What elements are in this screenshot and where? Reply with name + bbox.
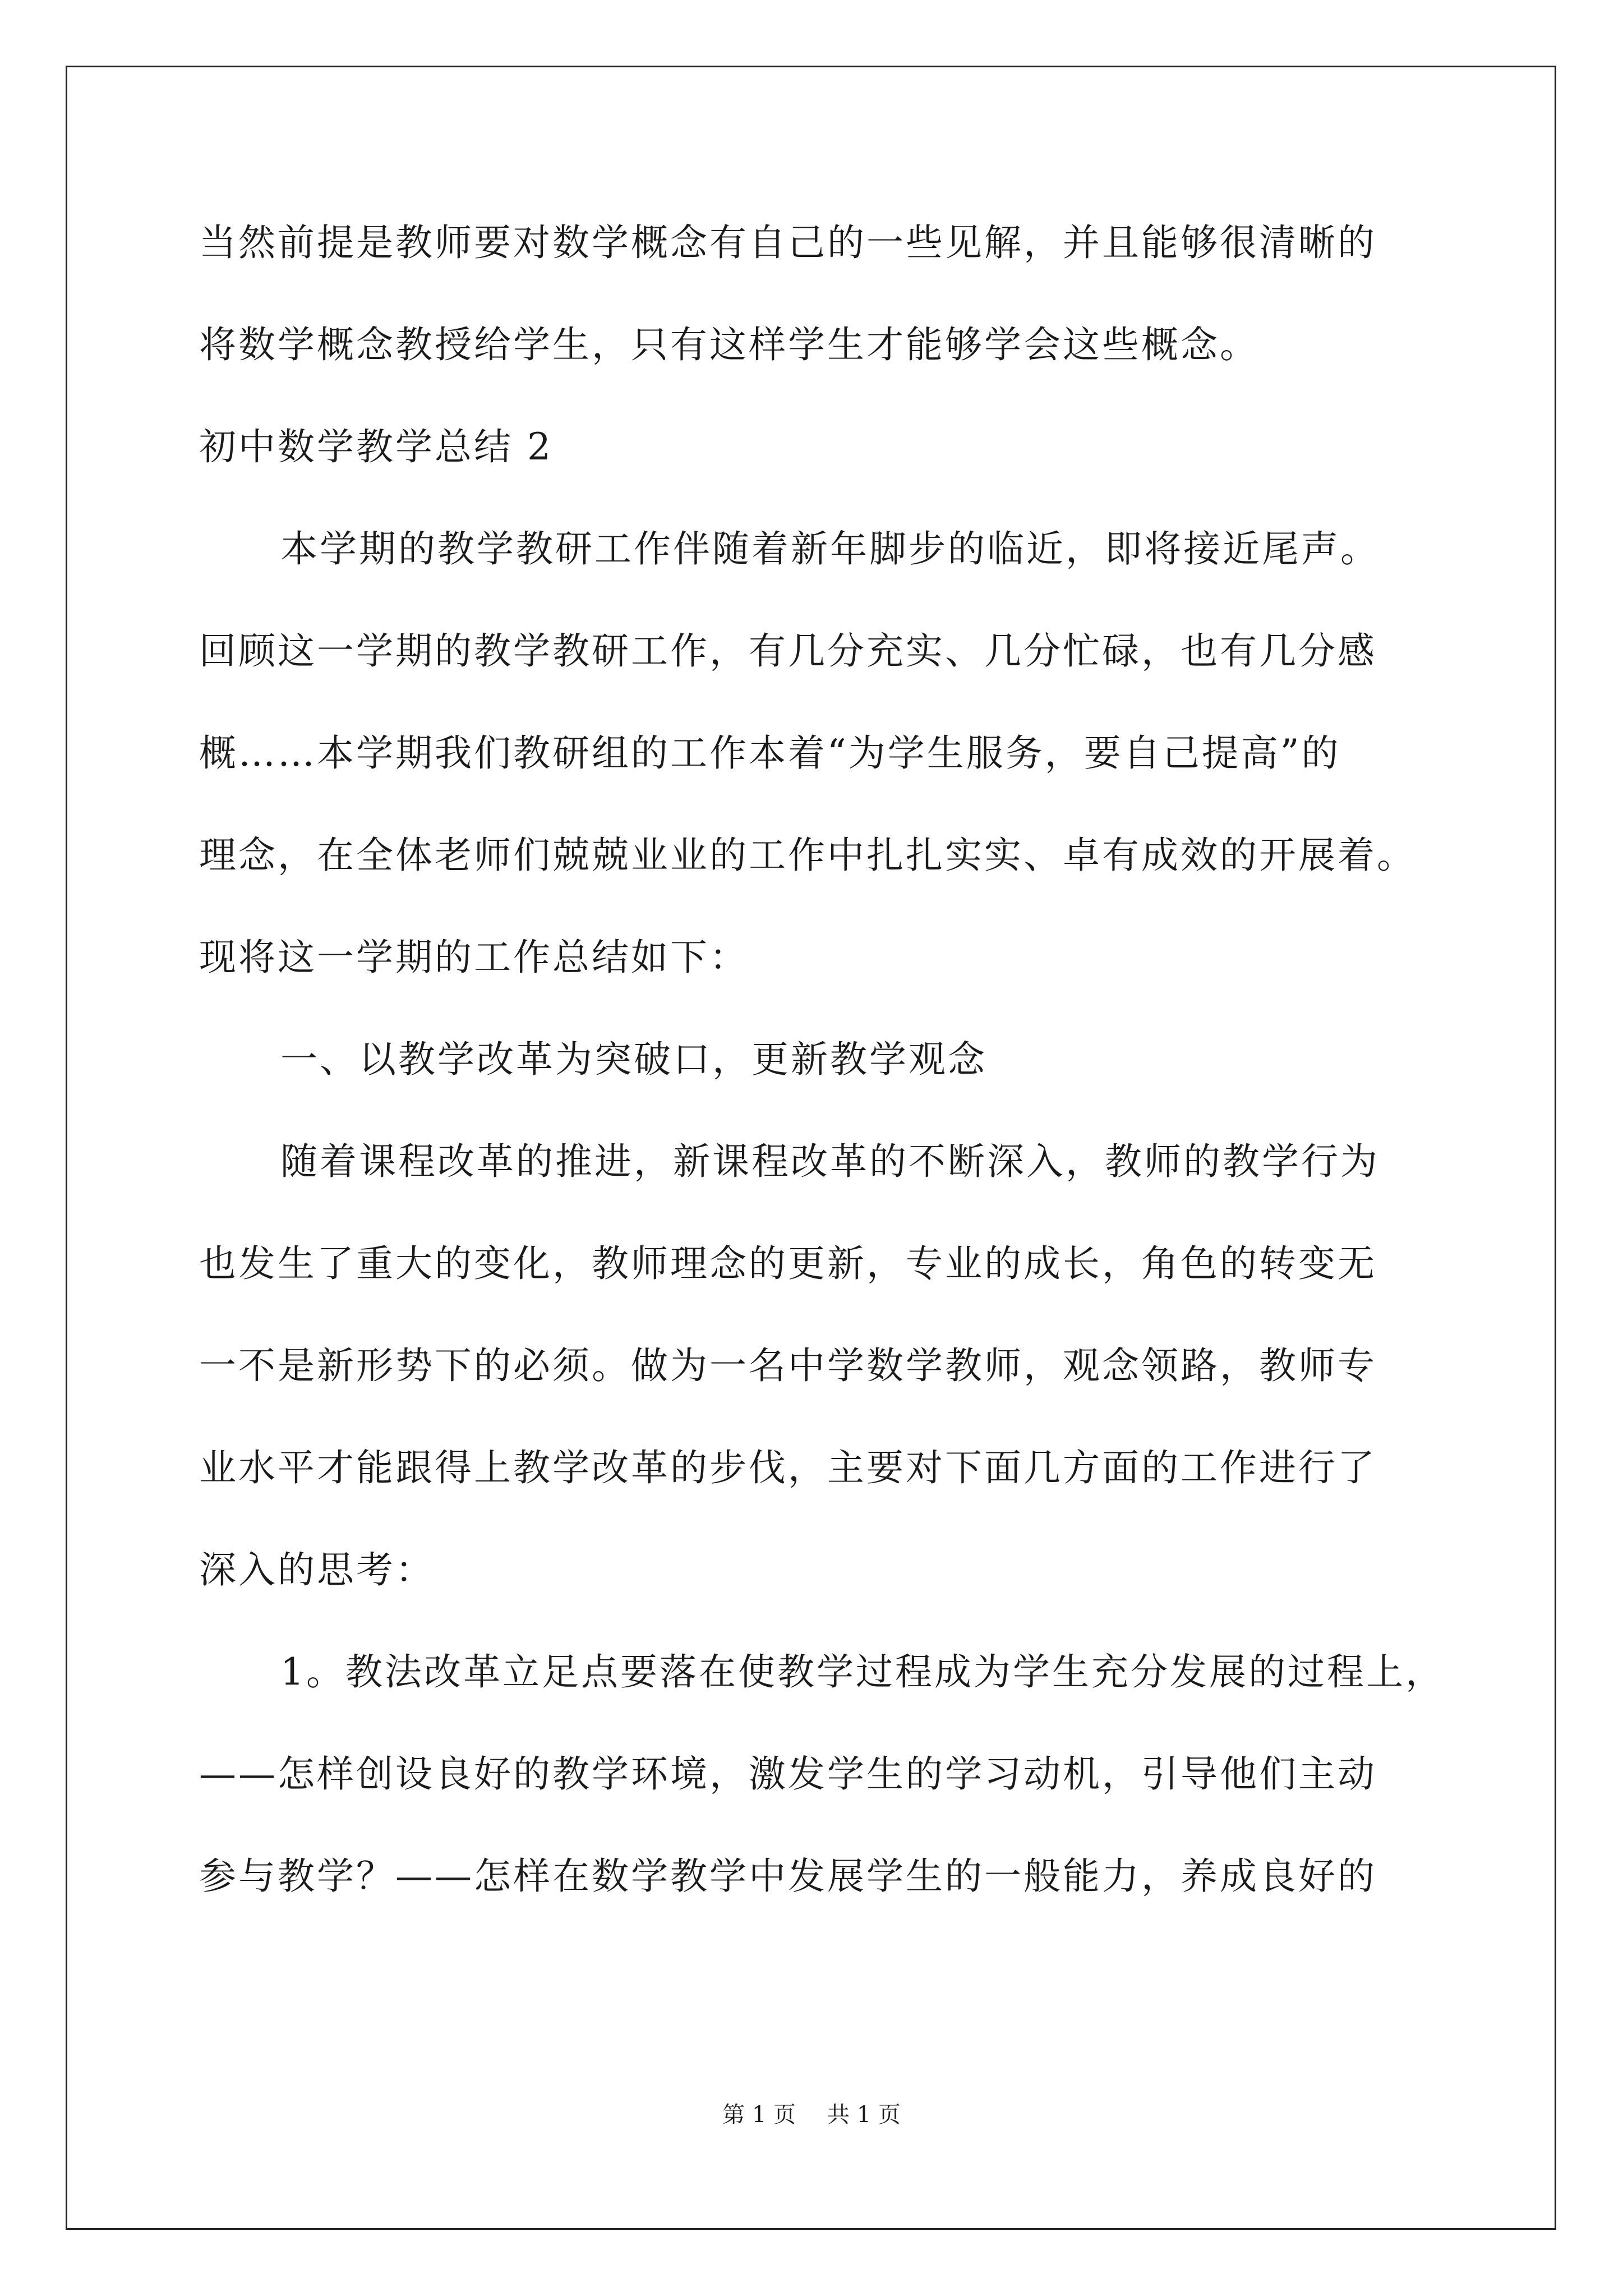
body-line: 将数学概念教授给学生，只有这样学生才能够学会这些概念。	[199, 323, 1259, 366]
body-line: 业水平才能跟得上教学改革的步伐，主要对下面几方面的工作进行了	[199, 1446, 1377, 1489]
body-line: 理念，在全体老师们兢兢业业的工作中扎扎实实、卓有成效的开展着。	[199, 834, 1416, 877]
body-line: 1。教法改革立足点要落在使教学过程成为学生充分发展的过程上，	[280, 1650, 1445, 1694]
subheading: 一、以教学改革为突破口，更新教学观念	[280, 1038, 987, 1081]
section-title: 初中数学教学总结 2	[199, 425, 553, 468]
body-line: ——怎样创设良好的教学环境，激发学生的学习动机，引导他们主动	[199, 1752, 1377, 1796]
page-total: 共 1 页	[827, 2102, 901, 2128]
body-line: 概……本学期我们教研组的工作本着“为学生服务，要自己提高”的	[199, 731, 1341, 775]
body-line: 当然前提是教师要对数学概念有自己的一些见解，并且能够很清晰的	[199, 221, 1377, 264]
body-line: 一不是新形势下的必须。做为一名中学数学教师，观念领路，教师专	[199, 1344, 1377, 1387]
body-line: 随着课程改革的推进，新课程改革的不断深入，教师的教学行为	[280, 1140, 1380, 1183]
page-number: 第 1 页	[722, 2102, 796, 2128]
body-line: 现将这一学期的工作总结如下：	[199, 936, 749, 979]
page-footer	[0, 2098, 1623, 2132]
body-line: 也发生了重大的变化，教师理念的更新，专业的成长，角色的转变无	[199, 1242, 1377, 1285]
body-line: 本学期的教学教研工作伴随着新年脚步的临近，即将接近尾声。	[280, 527, 1380, 570]
body-line: 深入的思考：	[199, 1548, 435, 1591]
body-line: 回顾这一学期的教学教研工作，有几分充实、几分忙碌，也有几分感	[199, 629, 1377, 673]
body-line: 参与教学？——怎样在数学教学中发展学生的一般能力，养成良好的	[199, 1855, 1377, 1898]
